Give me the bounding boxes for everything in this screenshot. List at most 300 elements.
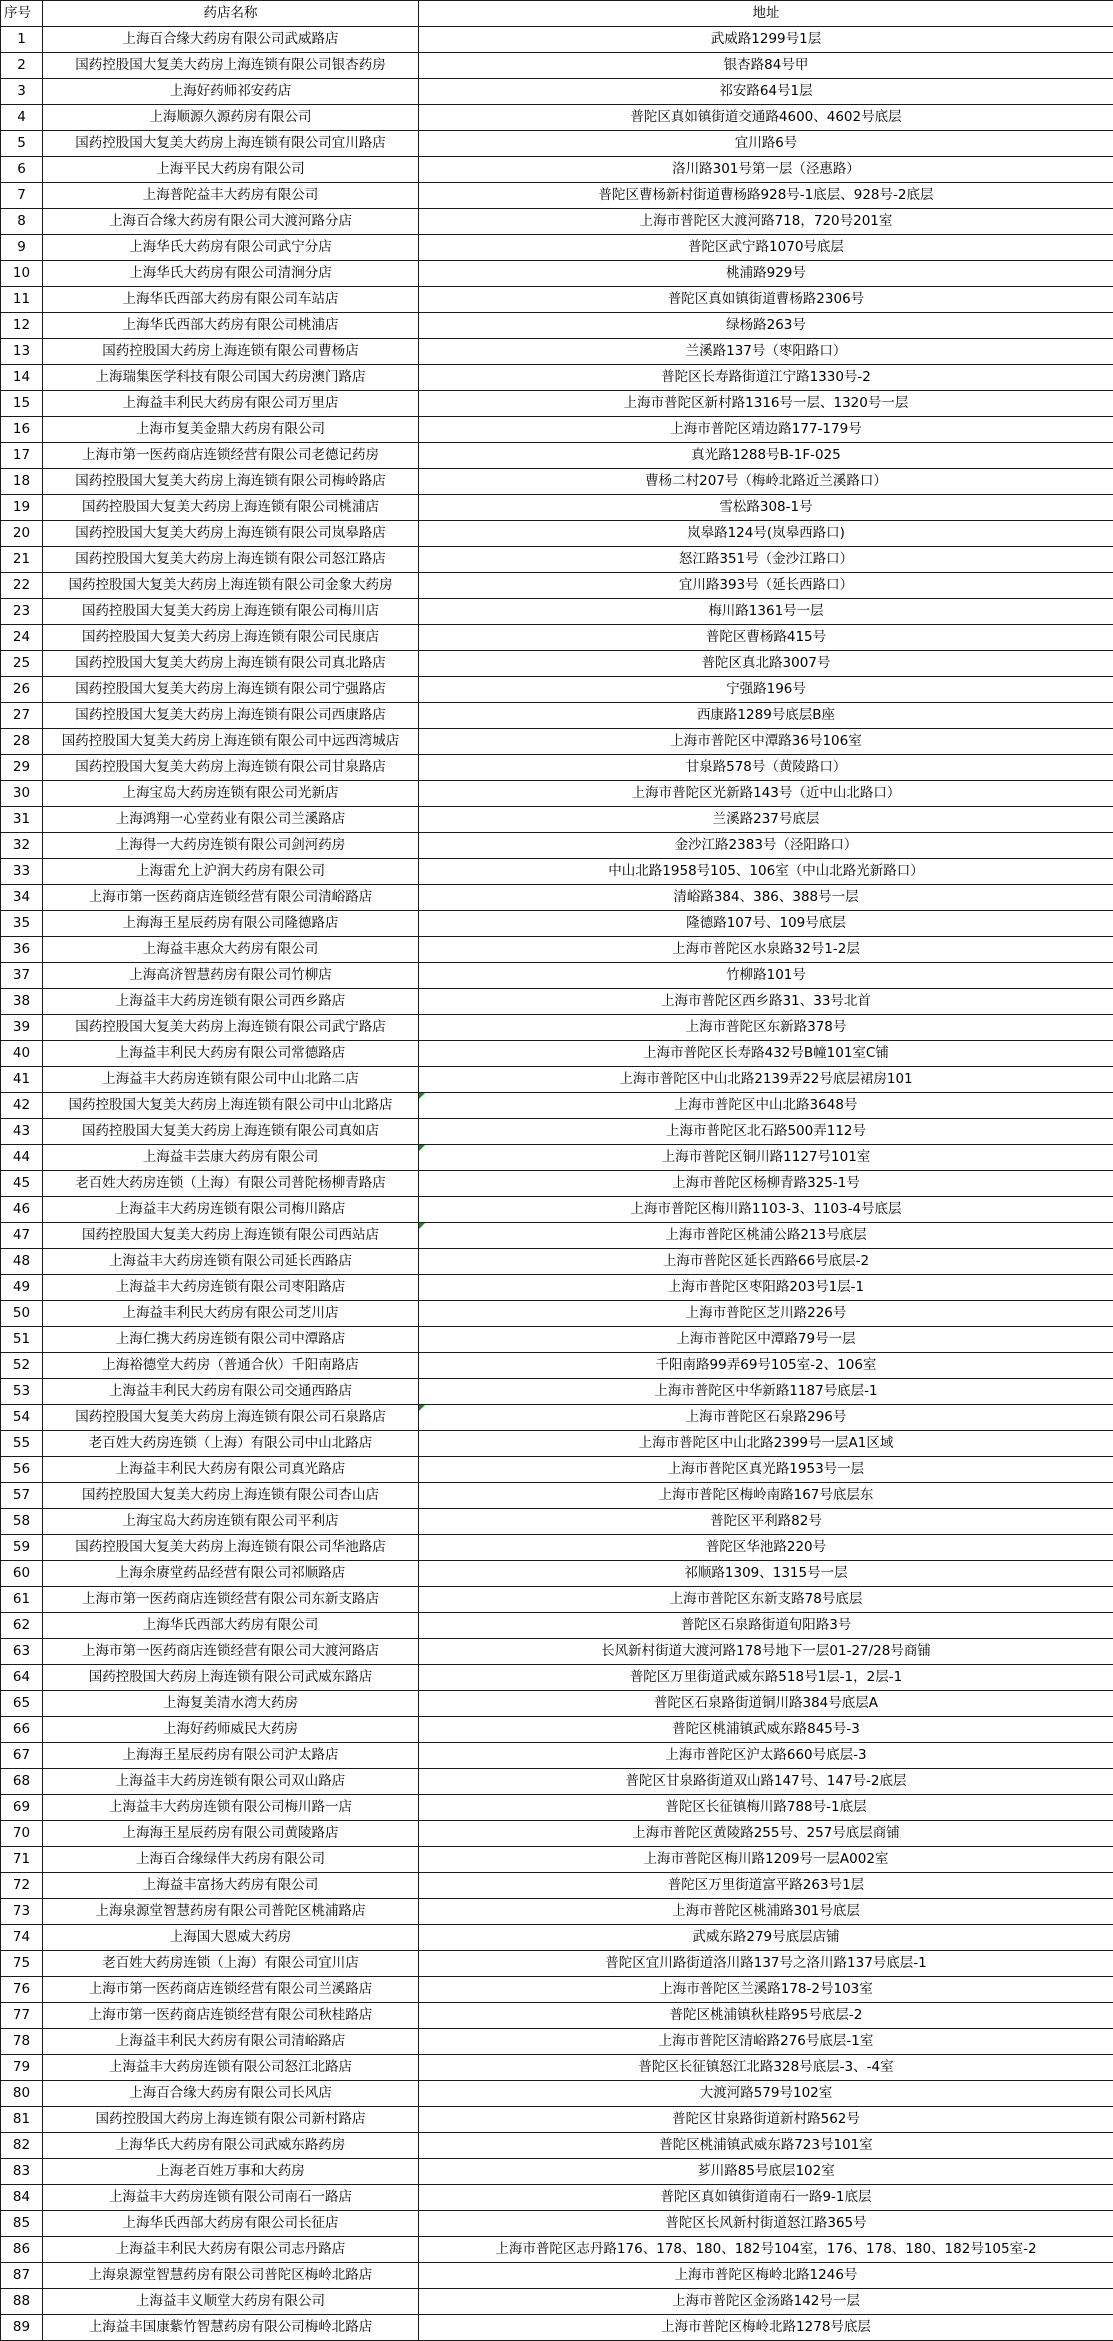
table-row (1, 1093, 1113, 1119)
pharmacy-name-cell[interactable]: 上海海王星辰药房有限公司黄陵路店 (43, 1821, 419, 1847)
serial-number-cell[interactable]: 10 (1, 261, 43, 287)
table-row (1, 27, 1113, 53)
address-cell[interactable]: 上海市普陀区延长西路66号底层-2 (419, 1249, 1113, 1275)
pharmacy-name-cell[interactable]: 上海百合缘大药房有限公司大渡河路分店 (43, 209, 419, 235)
serial-number-cell[interactable]: 23 (1, 599, 43, 625)
serial-number-cell[interactable]: 36 (1, 937, 43, 963)
address-cell[interactable]: 普陀区万里街道富平路263号1层 (419, 1873, 1113, 1899)
pharmacy-name-cell[interactable]: 上海顺源久源药房有限公司 (43, 105, 419, 131)
table-row (1, 1639, 1113, 1665)
pharmacy-name-cell[interactable]: 国药控股国大复美大药房上海连锁有限公司西康路店 (43, 703, 419, 729)
address-cell[interactable]: 上海市普陀区梅岭北路1278号底层 (419, 2315, 1113, 2341)
pharmacy-name-cell[interactable]: 国药控股国大复美大药房上海连锁有限公司梅川店 (43, 599, 419, 625)
serial-number-cell[interactable]: 82 (1, 2133, 43, 2159)
address-cell[interactable]: 宜川路393号（延长西路口） (419, 573, 1113, 599)
table-row (1, 547, 1113, 573)
serial-number-cell[interactable]: 83 (1, 2159, 43, 2185)
address-cell[interactable]: 洛川路301号第一层（泾惠路） (419, 157, 1113, 183)
serial-number-cell[interactable]: 12 (1, 313, 43, 339)
pharmacy-name-cell[interactable]: 国药控股国大药房上海连锁有限公司曹杨店 (43, 339, 419, 365)
address-cell[interactable]: 上海市普陀区桃浦路301号底层 (419, 1899, 1113, 1925)
table-row (1, 157, 1113, 183)
address-cell[interactable]: 上海市普陀区中华新路1187号底层-1 (419, 1379, 1113, 1405)
pharmacy-name-cell[interactable]: 上海好药师威民大药房 (43, 1717, 419, 1743)
serial-number-cell[interactable]: 88 (1, 2289, 43, 2315)
pharmacy-name-cell[interactable]: 国药控股国大复美大药房上海连锁有限公司中山北路店 (43, 1093, 419, 1119)
address-cell[interactable]: 中山北路1958号105、106室（中山北路光新路口） (419, 859, 1113, 885)
address-cell[interactable]: 普陀区宜川路街道洛川路137号之洛川路137号底层-1 (419, 1951, 1113, 1977)
serial-number-cell[interactable]: 3 (1, 79, 43, 105)
address-cell[interactable]: 真光路1288号B-1F-025 (419, 443, 1113, 469)
pharmacy-name-cell[interactable]: 国药控股国大复美大药房上海连锁有限公司梅岭路店 (43, 469, 419, 495)
address-cell[interactable]: 怒江路351号（金沙江路口） (419, 547, 1113, 573)
pharmacy-name-cell[interactable]: 上海裕德堂大药房（普通合伙）千阳南路店 (43, 1353, 419, 1379)
address-cell[interactable]: 上海市普陀区铜川路1127号101室 (419, 1145, 1113, 1171)
serial-number-cell[interactable]: 1 (1, 27, 43, 53)
pharmacy-name-cell[interactable]: 上海益丰大药房连锁有限公司延长西路店 (43, 1249, 419, 1275)
serial-number-cell[interactable]: 5 (1, 131, 43, 157)
address-cell[interactable]: 普陀区桃浦镇武威东路723号101室 (419, 2133, 1113, 2159)
serial-number-cell[interactable]: 4 (1, 105, 43, 131)
pharmacy-name-cell[interactable]: 国药控股国大复美大药房上海连锁有限公司岚皋路店 (43, 521, 419, 547)
address-cell[interactable]: 梅川路1361号一层 (419, 599, 1113, 625)
address-cell[interactable]: 普陀区长寿路街道江宁路1330号-2 (419, 365, 1113, 391)
address-cell[interactable]: 兰溪路137号（枣阳路口） (419, 339, 1113, 365)
pharmacy-name-cell[interactable]: 上海泉源堂智慧药房有限公司普陀区桃浦路店 (43, 1899, 419, 1925)
address-cell[interactable]: 上海市普陀区桃浦公路213号底层 (419, 1223, 1113, 1249)
pharmacy-name-cell[interactable]: 上海平民大药房有限公司 (43, 157, 419, 183)
pharmacy-name-cell[interactable]: 上海益丰利民大药房有限公司交通西路店 (43, 1379, 419, 1405)
pharmacy-name-cell[interactable]: 国药控股国大复美大药房上海连锁有限公司怒江路店 (43, 547, 419, 573)
pharmacy-name-cell[interactable]: 上海市第一医药商店连锁经营有限公司兰溪路店 (43, 1977, 419, 2003)
address-cell[interactable]: 上海市普陀区大渡河路718，720号201室 (419, 209, 1113, 235)
address-cell[interactable]: 金沙江路2383号（泾阳路口） (419, 833, 1113, 859)
address-cell[interactable]: 普陀区真如镇街道曹杨路2306号 (419, 287, 1113, 313)
serial-number-cell[interactable]: 16 (1, 417, 43, 443)
table-body (1, 27, 1113, 2341)
address-cell[interactable]: 绿杨路263号 (419, 313, 1113, 339)
pharmacy-name-cell[interactable]: 国药控股国大复美大药房上海连锁有限公司民康店 (43, 625, 419, 651)
address-cell[interactable]: 上海市普陀区中山北路2399号一层A1区域 (419, 1431, 1113, 1457)
address-cell[interactable]: 上海市普陀区水泉路32号1-2层 (419, 937, 1113, 963)
serial-number-cell[interactable]: 69 (1, 1795, 43, 1821)
address-cell[interactable]: 芗川路85号底层102室 (419, 2159, 1113, 2185)
serial-number-cell[interactable]: 79 (1, 2055, 43, 2081)
address-cell[interactable]: 上海市普陀区靖边路177-179号 (419, 417, 1113, 443)
pharmacy-name-cell[interactable]: 上海益丰惠众大药房有限公司 (43, 937, 419, 963)
address-cell[interactable]: 上海市普陀区新村路1316号一层、1320号一层 (419, 391, 1113, 417)
serial-number-cell[interactable]: 40 (1, 1041, 43, 1067)
serial-number-cell[interactable]: 71 (1, 1847, 43, 1873)
pharmacy-name-cell[interactable]: 国药控股国大复美大药房上海连锁有限公司华池路店 (43, 1535, 419, 1561)
pharmacy-name-cell[interactable]: 上海泉源堂智慧药房有限公司普陀区梅岭北路店 (43, 2263, 419, 2289)
pharmacy-name-cell[interactable]: 上海益丰利民大药房有限公司万里店 (43, 391, 419, 417)
pharmacy-name-cell[interactable]: 上海海王星辰药房有限公司隆德路店 (43, 911, 419, 937)
address-cell[interactable]: 桃浦路929号 (419, 261, 1113, 287)
serial-number-cell[interactable]: 2 (1, 53, 43, 79)
pharmacy-name-cell[interactable]: 上海老百姓万事和大药房 (43, 2159, 419, 2185)
address-cell[interactable]: 普陀区真北路3007号 (419, 651, 1113, 677)
pharmacy-name-cell[interactable]: 国药控股国大复美大药房上海连锁有限公司真如店 (43, 1119, 419, 1145)
table-row (1, 703, 1113, 729)
table-row (1, 2315, 1113, 2341)
pharmacy-name-cell[interactable]: 上海市第一医药商店连锁经营有限公司老德记药房 (43, 443, 419, 469)
table-row (1, 469, 1113, 495)
serial-number-cell[interactable]: 41 (1, 1067, 43, 1093)
pharmacy-name-cell[interactable]: 上海复美清水湾大药房 (43, 1691, 419, 1717)
pharmacy-name-cell[interactable]: 上海高济智慧药房有限公司竹柳店 (43, 963, 419, 989)
serial-number-cell[interactable]: 78 (1, 2029, 43, 2055)
serial-number-cell[interactable]: 87 (1, 2263, 43, 2289)
serial-number-cell[interactable]: 62 (1, 1613, 43, 1639)
address-cell[interactable]: 普陀区平利路82号 (419, 1509, 1113, 1535)
table-row (1, 131, 1113, 157)
serial-number-cell[interactable]: 45 (1, 1171, 43, 1197)
cell-error-indicator-icon (419, 1223, 425, 1229)
pharmacy-name-cell[interactable]: 上海益丰国康紫竹智慧药房有限公司梅岭北路店 (43, 2315, 419, 2341)
serial-number-cell[interactable]: 53 (1, 1379, 43, 1405)
serial-number-cell[interactable]: 76 (1, 1977, 43, 2003)
serial-number-cell[interactable]: 89 (1, 2315, 43, 2341)
pharmacy-name-cell[interactable]: 上海好药师祁安药店 (43, 79, 419, 105)
serial-number-cell[interactable]: 57 (1, 1483, 43, 1509)
pharmacy-name-cell[interactable]: 上海海王星辰药房有限公司沪太路店 (43, 1743, 419, 1769)
table-row (1, 1977, 1113, 2003)
pharmacy-name-cell[interactable]: 国药控股国大复美大药房上海连锁有限公司杏山店 (43, 1483, 419, 1509)
pharmacy-name-cell[interactable]: 上海百合缘绿伴大药房有限公司 (43, 1847, 419, 1873)
pharmacy-name-cell[interactable]: 国药控股国大复美大药房上海连锁有限公司金象大药房 (43, 573, 419, 599)
pharmacy-name-cell[interactable]: 上海百合缘大药房有限公司武威路店 (43, 27, 419, 53)
address-cell[interactable]: 岚皋路124号(岚皋西路口) (419, 521, 1113, 547)
serial-number-cell[interactable]: 28 (1, 729, 43, 755)
address-cell[interactable]: 普陀区桃浦镇秋桂路95号底层-2 (419, 2003, 1113, 2029)
address-cell[interactable]: 普陀区石泉路街道旬阳路3号 (419, 1613, 1113, 1639)
address-cell[interactable]: 上海市普陀区沪太路660号底层-3 (419, 1743, 1113, 1769)
address-cell[interactable]: 曹杨二村207号（梅岭北路近兰溪路口） (419, 469, 1113, 495)
address-cell[interactable]: 上海市普陀区梅川路1103-3、1103-4号底层 (419, 1197, 1113, 1223)
address-cell[interactable]: 上海市普陀区黄陵路255号、257号底层商铺 (419, 1821, 1113, 1847)
address-cell[interactable]: 宜川路6号 (419, 131, 1113, 157)
address-cell[interactable]: 上海市普陀区中山北路3648号 (419, 1093, 1113, 1119)
address-cell[interactable]: 上海市普陀区清峪路276号底层-1室 (419, 2029, 1113, 2055)
address-cell[interactable]: 普陀区武宁路1070号底层 (419, 235, 1113, 261)
address-cell[interactable]: 普陀区桃浦镇武威东路845号-3 (419, 1717, 1113, 1743)
table-row (1, 1821, 1113, 1847)
serial-number-cell[interactable]: 81 (1, 2107, 43, 2133)
address-cell[interactable]: 千阳南路99弄69号105室-2、106室 (419, 1353, 1113, 1379)
serial-number-cell[interactable]: 48 (1, 1249, 43, 1275)
address-cell[interactable]: 上海市普陀区志丹路176、178、180、182号104室，176、178、180、182号105室-2 (419, 2237, 1113, 2263)
serial-number-cell[interactable]: 42 (1, 1093, 43, 1119)
pharmacy-name-cell[interactable]: 上海益丰大药房连锁有限公司梅川路一店 (43, 1795, 419, 1821)
address-cell[interactable]: 武威路1299号1层 (419, 27, 1113, 53)
address-cell[interactable]: 武威东路279号底层店铺 (419, 1925, 1113, 1951)
pharmacy-name-cell[interactable]: 上海百合缘大药房有限公司长风店 (43, 2081, 419, 2107)
serial-number-cell[interactable]: 33 (1, 859, 43, 885)
serial-number-cell[interactable]: 31 (1, 807, 43, 833)
serial-number-cell[interactable]: 20 (1, 521, 43, 547)
serial-number-cell[interactable]: 14 (1, 365, 43, 391)
address-cell[interactable]: 普陀区石泉路街道铜川路384号底层A (419, 1691, 1113, 1717)
table-row (1, 1743, 1113, 1769)
serial-number-cell[interactable]: 24 (1, 625, 43, 651)
pharmacy-name-cell[interactable]: 上海市第一医药商店连锁经营有限公司清峪路店 (43, 885, 419, 911)
serial-number-cell[interactable]: 22 (1, 573, 43, 599)
address-cell[interactable]: 普陀区甘泉路街道新村路562号 (419, 2107, 1113, 2133)
address-cell[interactable]: 竹柳路101号 (419, 963, 1113, 989)
pharmacy-name-cell[interactable]: 上海益丰大药房连锁有限公司枣阳路店 (43, 1275, 419, 1301)
address-cell[interactable]: 上海市普陀区杨柳青路325-1号 (419, 1171, 1113, 1197)
serial-number-cell[interactable]: 15 (1, 391, 43, 417)
address-cell[interactable]: 普陀区长征镇怒江北路328号底层-3、-4室 (419, 2055, 1113, 2081)
table-row (1, 1561, 1113, 1587)
pharmacy-name-cell[interactable]: 上海普陀益丰大药房有限公司 (43, 183, 419, 209)
pharmacy-name-cell[interactable]: 国药控股国大复美大药房上海连锁有限公司西站店 (43, 1223, 419, 1249)
pharmacy-name-cell[interactable]: 上海鸿翔一心堂药业有限公司兰溪路店 (43, 807, 419, 833)
serial-number-cell[interactable]: 77 (1, 2003, 43, 2029)
pharmacy-name-cell[interactable]: 国药控股国大复美大药房上海连锁有限公司宁强路店 (43, 677, 419, 703)
pharmacy-name-cell[interactable]: 国药控股国大复美大药房上海连锁有限公司桃浦店 (43, 495, 419, 521)
serial-number-cell[interactable]: 34 (1, 885, 43, 911)
serial-number-cell[interactable]: 43 (1, 1119, 43, 1145)
pharmacy-name-cell[interactable]: 上海益丰利民大药房有限公司常德路店 (43, 1041, 419, 1067)
serial-number-cell[interactable]: 37 (1, 963, 43, 989)
serial-number-cell[interactable]: 68 (1, 1769, 43, 1795)
table-row (1, 209, 1113, 235)
serial-number-cell[interactable]: 59 (1, 1535, 43, 1561)
table-row (1, 1795, 1113, 1821)
address-cell[interactable]: 祁安路64号1层 (419, 79, 1113, 105)
address-cell[interactable]: 上海市普陀区梅岭北路1246号 (419, 2263, 1113, 2289)
serial-number-cell[interactable]: 63 (1, 1639, 43, 1665)
serial-number-cell[interactable]: 9 (1, 235, 43, 261)
pharmacy-name-cell[interactable]: 上海国大恩威大药房 (43, 1925, 419, 1951)
address-cell[interactable]: 上海市普陀区光新路143号（近中山北路口） (419, 781, 1113, 807)
address-cell[interactable]: 普陀区真如镇街道交通路4600、4602号底层 (419, 105, 1113, 131)
pharmacy-name-cell[interactable]: 上海益丰利民大药房有限公司芝川店 (43, 1301, 419, 1327)
pharmacy-name-cell[interactable]: 上海瑞集医学科技有限公司国大药房澳门路店 (43, 365, 419, 391)
serial-number-cell[interactable]: 52 (1, 1353, 43, 1379)
address-cell[interactable]: 上海市普陀区梅岭南路167号底层东 (419, 1483, 1113, 1509)
pharmacy-name-cell[interactable]: 上海益丰大药房连锁有限公司梅川路店 (43, 1197, 419, 1223)
address-cell[interactable]: 兰溪路237号底层 (419, 807, 1113, 833)
serial-number-cell[interactable]: 32 (1, 833, 43, 859)
serial-number-cell[interactable]: 72 (1, 1873, 43, 1899)
pharmacy-name-cell[interactable]: 上海益丰大药房连锁有限公司双山路店 (43, 1769, 419, 1795)
pharmacy-name-cell[interactable]: 国药控股国大复美大药房上海连锁有限公司宜川路店 (43, 131, 419, 157)
address-cell[interactable]: 西康路1289号底层B座 (419, 703, 1113, 729)
address-cell[interactable]: 普陀区华池路220号 (419, 1535, 1113, 1561)
table-row (1, 391, 1113, 417)
serial-number-cell[interactable]: 73 (1, 1899, 43, 1925)
serial-number-cell[interactable]: 25 (1, 651, 43, 677)
pharmacy-name-cell[interactable]: 上海余赓堂药品经营有限公司祁顺路店 (43, 1561, 419, 1587)
pharmacy-name-cell[interactable]: 上海益丰大药房连锁有限公司西乡路店 (43, 989, 419, 1015)
address-cell[interactable]: 上海市普陀区兰溪路178-2号103室 (419, 1977, 1113, 2003)
address-cell[interactable]: 甘泉路578号（黄陵路口） (419, 755, 1113, 781)
pharmacy-name-cell[interactable]: 国药控股国大复美大药房上海连锁有限公司武宁路店 (43, 1015, 419, 1041)
pharmacy-name-cell[interactable]: 国药控股国大复美大药房上海连锁有限公司中远西湾城店 (43, 729, 419, 755)
pharmacy-name-cell[interactable]: 上海市复美金鼎大药房有限公司 (43, 417, 419, 443)
address-cell[interactable]: 上海市普陀区芝川路226号 (419, 1301, 1113, 1327)
serial-number-cell[interactable]: 66 (1, 1717, 43, 1743)
pharmacy-name-cell[interactable]: 上海仁携大药房连锁有限公司中潭路店 (43, 1327, 419, 1353)
table-row (1, 417, 1113, 443)
header-address[interactable]: 地址 (419, 1, 1113, 27)
address-cell[interactable]: 上海市普陀区梅川路1209号一层A002室 (419, 1847, 1113, 1873)
pharmacy-name-cell[interactable]: 上海宝岛大药房连锁有限公司光新店 (43, 781, 419, 807)
pharmacy-name-cell[interactable]: 老百姓大药房连锁（上海）有限公司中山北路店 (43, 1431, 419, 1457)
address-cell[interactable]: 上海市普陀区中山北路2139弄22号底层裙房101 (419, 1067, 1113, 1093)
serial-number-cell[interactable]: 29 (1, 755, 43, 781)
serial-number-cell[interactable]: 61 (1, 1587, 43, 1613)
address-cell[interactable]: 上海市普陀区枣阳路203号1层-1 (419, 1275, 1113, 1301)
serial-number-cell[interactable]: 51 (1, 1327, 43, 1353)
pharmacy-name-cell[interactable]: 上海市第一医药商店连锁经营有限公司秋桂路店 (43, 2003, 419, 2029)
header-pharmacy-name[interactable]: 药店名称 (43, 1, 419, 27)
address-cell[interactable]: 上海市普陀区东新支路78号底层 (419, 1587, 1113, 1613)
pharmacy-name-cell[interactable]: 上海益丰义顺堂大药房有限公司 (43, 2289, 419, 2315)
pharmacy-name-cell[interactable]: 上海华氏西部大药房有限公司车站店 (43, 287, 419, 313)
address-cell[interactable]: 清峪路384、386、388号一层 (419, 885, 1113, 911)
address-cell[interactable]: 上海市普陀区长寿路432号B幢101室C铺 (419, 1041, 1113, 1067)
serial-number-cell[interactable]: 47 (1, 1223, 43, 1249)
serial-number-cell[interactable]: 17 (1, 443, 43, 469)
pharmacy-name-cell[interactable]: 上海华氏西部大药房有限公司 (43, 1613, 419, 1639)
serial-number-cell[interactable]: 54 (1, 1405, 43, 1431)
table-row (1, 1275, 1113, 1301)
serial-number-cell[interactable]: 35 (1, 911, 43, 937)
address-cell[interactable]: 普陀区长征镇梅川路788号-1底层 (419, 1795, 1113, 1821)
table-row (1, 1925, 1113, 1951)
serial-number-cell[interactable]: 27 (1, 703, 43, 729)
serial-number-cell[interactable]: 74 (1, 1925, 43, 1951)
serial-number-cell[interactable]: 11 (1, 287, 43, 313)
table-row (1, 1015, 1113, 1041)
pharmacy-name-cell[interactable]: 老百姓大药房连锁（上海）有限公司宜川店 (43, 1951, 419, 1977)
pharmacy-name-cell[interactable]: 上海益丰大药房连锁有限公司南石一路店 (43, 2185, 419, 2211)
pharmacy-name-cell[interactable]: 上海益丰利民大药房有限公司志丹路店 (43, 2237, 419, 2263)
serial-number-cell[interactable]: 26 (1, 677, 43, 703)
table-row (1, 287, 1113, 313)
pharmacy-name-cell[interactable]: 上海雷允上沪润大药房有限公司 (43, 859, 419, 885)
serial-number-cell[interactable]: 19 (1, 495, 43, 521)
pharmacy-name-cell[interactable]: 上海得一大药房连锁有限公司剑河药房 (43, 833, 419, 859)
address-cell[interactable]: 上海市普陀区北石路500弄112号 (419, 1119, 1113, 1145)
header-serial-number[interactable]: 序号 (1, 1, 43, 27)
address-cell[interactable]: 上海市普陀区真光路1953号一层 (419, 1457, 1113, 1483)
serial-number-cell[interactable]: 56 (1, 1457, 43, 1483)
serial-number-cell[interactable]: 55 (1, 1431, 43, 1457)
address-cell[interactable]: 上海市普陀区中潭路36号106室 (419, 729, 1113, 755)
serial-number-cell[interactable]: 85 (1, 2211, 43, 2237)
pharmacy-name-cell[interactable]: 上海市第一医药商店连锁经营有限公司大渡河路店 (43, 1639, 419, 1665)
address-cell[interactable]: 上海市普陀区东新路378号 (419, 1015, 1113, 1041)
pharmacy-name-cell[interactable]: 上海益丰利民大药房有限公司真光路店 (43, 1457, 419, 1483)
serial-number-cell[interactable]: 64 (1, 1665, 43, 1691)
serial-number-cell[interactable]: 13 (1, 339, 43, 365)
serial-number-cell[interactable]: 75 (1, 1951, 43, 1977)
serial-number-cell[interactable]: 30 (1, 781, 43, 807)
address-cell[interactable]: 普陀区甘泉路街道双山路147号、147号-2底层 (419, 1769, 1113, 1795)
pharmacy-name-cell[interactable]: 国药控股国大复美大药房上海连锁有限公司石泉路店 (43, 1405, 419, 1431)
address-cell[interactable]: 普陀区曹杨新村街道曹杨路928号-1底层、928号-2底层 (419, 183, 1113, 209)
address-cell[interactable]: 雪松路308-1号 (419, 495, 1113, 521)
serial-number-cell[interactable]: 39 (1, 1015, 43, 1041)
pharmacy-name-cell[interactable]: 上海华氏大药房有限公司武宁分店 (43, 235, 419, 261)
address-cell[interactable]: 上海市普陀区金汤路142号一层 (419, 2289, 1113, 2315)
address-cell[interactable]: 普陀区万里街道武威东路518号1层-1，2层-1 (419, 1665, 1113, 1691)
pharmacy-name-cell[interactable]: 国药控股国大复美大药房上海连锁有限公司真北路店 (43, 651, 419, 677)
address-cell[interactable]: 隆德路107号、109号底层 (419, 911, 1113, 937)
serial-number-cell[interactable]: 46 (1, 1197, 43, 1223)
serial-number-cell[interactable]: 60 (1, 1561, 43, 1587)
table-row (1, 599, 1113, 625)
serial-number-cell[interactable]: 58 (1, 1509, 43, 1535)
address-cell[interactable]: 上海市普陀区中潭路79号一层 (419, 1327, 1113, 1353)
address-cell[interactable]: 上海市普陀区石泉路296号 (419, 1405, 1113, 1431)
table-row (1, 1327, 1113, 1353)
pharmacy-name-cell[interactable]: 国药控股国大药房上海连锁有限公司武威东路店 (43, 1665, 419, 1691)
pharmacy-name-cell[interactable]: 上海华氏西部大药房有限公司桃浦店 (43, 313, 419, 339)
address-cell[interactable]: 银杏路84号甲 (419, 53, 1113, 79)
pharmacy-name-cell[interactable]: 国药控股国大药房上海连锁有限公司新村路店 (43, 2107, 419, 2133)
pharmacy-name-cell[interactable]: 国药控股国大复美大药房上海连锁有限公司银杏药房 (43, 53, 419, 79)
pharmacy-name-cell[interactable]: 老百姓大药房连锁（上海）有限公司普陀杨柳青路店 (43, 1171, 419, 1197)
serial-number-cell[interactable]: 49 (1, 1275, 43, 1301)
address-cell[interactable]: 普陀区曹杨路415号 (419, 625, 1113, 651)
pharmacy-name-cell[interactable]: 上海华氏大药房有限公司武威东路药房 (43, 2133, 419, 2159)
serial-number-cell[interactable]: 84 (1, 2185, 43, 2211)
pharmacy-name-cell[interactable]: 上海华氏大药房有限公司清涧分店 (43, 261, 419, 287)
address-cell[interactable]: 普陀区长风新村街道怒江路365号 (419, 2211, 1113, 2237)
serial-number-cell[interactable]: 44 (1, 1145, 43, 1171)
pharmacy-name-cell[interactable]: 上海市第一医药商店连锁经营有限公司东新支路店 (43, 1587, 419, 1613)
pharmacy-name-cell[interactable]: 上海益丰大药房连锁有限公司中山北路二店 (43, 1067, 419, 1093)
table-row (1, 1717, 1113, 1743)
serial-number-cell[interactable]: 86 (1, 2237, 43, 2263)
serial-number-cell[interactable]: 65 (1, 1691, 43, 1717)
pharmacy-name-cell[interactable]: 上海益丰大药房连锁有限公司怒江北路店 (43, 2055, 419, 2081)
address-cell[interactable]: 普陀区真如镇街道南石一路9-1底层 (419, 2185, 1113, 2211)
serial-number-cell[interactable]: 38 (1, 989, 43, 1015)
serial-number-cell[interactable]: 7 (1, 183, 43, 209)
serial-number-cell[interactable]: 67 (1, 1743, 43, 1769)
serial-number-cell[interactable]: 6 (1, 157, 43, 183)
serial-number-cell[interactable]: 18 (1, 469, 43, 495)
serial-number-cell[interactable]: 8 (1, 209, 43, 235)
serial-number-cell[interactable]: 70 (1, 1821, 43, 1847)
address-cell[interactable]: 祁顺路1309、1315号一层 (419, 1561, 1113, 1587)
table-row (1, 2133, 1113, 2159)
table-row (1, 2081, 1113, 2107)
address-cell[interactable]: 大渡河路579号102室 (419, 2081, 1113, 2107)
pharmacy-name-cell[interactable]: 上海宝岛大药房连锁有限公司平利店 (43, 1509, 419, 1535)
address-cell[interactable]: 上海市普陀区西乡路31、33号北首 (419, 989, 1113, 1015)
serial-number-cell[interactable]: 80 (1, 2081, 43, 2107)
serial-number-cell[interactable]: 21 (1, 547, 43, 573)
pharmacy-name-cell[interactable]: 上海益丰利民大药房有限公司清峪路店 (43, 2029, 419, 2055)
pharmacy-name-cell[interactable]: 上海华氏西部大药房有限公司长征店 (43, 2211, 419, 2237)
pharmacy-name-cell[interactable]: 国药控股国大复美大药房上海连锁有限公司甘泉路店 (43, 755, 419, 781)
address-cell[interactable]: 宁强路196号 (419, 677, 1113, 703)
table-row (1, 1899, 1113, 1925)
table-row (1, 1769, 1113, 1795)
pharmacy-name-cell[interactable]: 上海益丰芸康大药房有限公司 (43, 1145, 419, 1171)
serial-number-cell[interactable]: 50 (1, 1301, 43, 1327)
pharmacy-name-cell[interactable]: 上海益丰富扬大药房有限公司 (43, 1873, 419, 1899)
address-cell[interactable]: 长风新村街道大渡河路178号地下一层01-27/28号商铺 (419, 1639, 1113, 1665)
